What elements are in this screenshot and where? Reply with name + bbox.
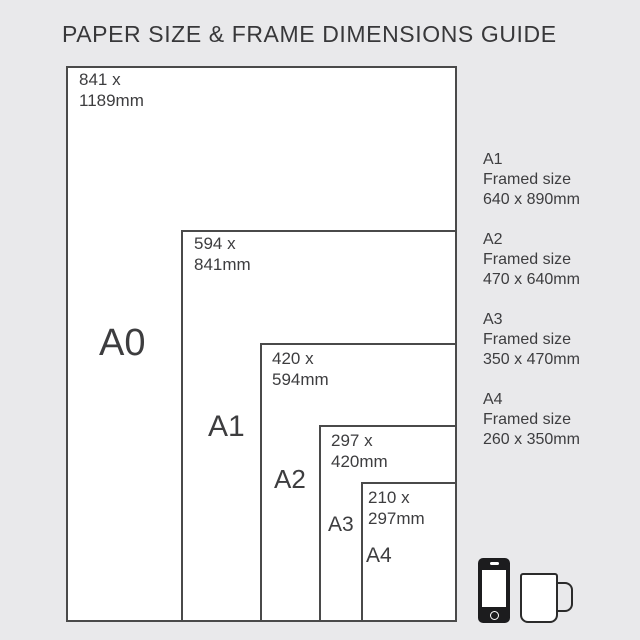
framed-sizes-list [483, 150, 580, 470]
dimension-line: 841 x [79, 70, 121, 89]
dimension-line: 210 x [368, 488, 410, 507]
smartphone-icon [478, 558, 510, 623]
paper-a2-label: A2 [274, 464, 306, 494]
dimension-line: 420mm [331, 452, 388, 471]
dimension-line: 297 x [331, 431, 373, 450]
framed-size-value: 470 x 640mm [483, 271, 580, 288]
paper-a3-label: A3 [328, 513, 354, 536]
paper-a1-dimensions [194, 233, 251, 275]
paper-a3-dimensions [331, 430, 388, 472]
phone-screen [482, 570, 506, 607]
dimension-line: 420 x [272, 349, 314, 368]
paper-a0-dimensions [79, 69, 144, 111]
framed-size-label: Framed size [483, 171, 572, 188]
dimension-line: 594mm [272, 370, 329, 389]
paper-a2-dimensions [272, 348, 329, 390]
framed-size-value: 260 x 350mm [483, 431, 580, 448]
framed-size-entry-a4 [483, 390, 580, 450]
paper-a0-label: A0 [99, 322, 146, 364]
phone-speaker [490, 562, 499, 565]
mug-icon [520, 573, 558, 623]
framed-size-name: A1 [483, 151, 503, 168]
framed-size-label: Framed size [483, 331, 572, 348]
paper-a4-label: A4 [366, 544, 392, 567]
dimension-line: 1189mm [79, 91, 144, 110]
dimension-line: 297mm [368, 509, 425, 528]
dimension-line: 594 x [194, 234, 236, 253]
framed-size-entry-a3 [483, 310, 580, 370]
framed-size-label: Framed size [483, 251, 572, 268]
framed-size-value: 350 x 470mm [483, 351, 580, 368]
framed-size-name: A2 [483, 231, 503, 248]
framed-size-value: 640 x 890mm [483, 191, 580, 208]
paper-a1-label: A1 [208, 410, 245, 443]
framed-size-label: Framed size [483, 411, 572, 428]
paper-a4-dimensions [368, 487, 425, 529]
phone-home-button [490, 611, 499, 620]
framed-size-entry-a2 [483, 230, 580, 290]
framed-size-name: A4 [483, 391, 503, 408]
page-title: PAPER SIZE & FRAME DIMENSIONS GUIDE [62, 21, 557, 47]
dimension-line: 841mm [194, 255, 251, 274]
framed-size-entry-a1 [483, 150, 580, 210]
framed-size-name: A3 [483, 311, 503, 328]
